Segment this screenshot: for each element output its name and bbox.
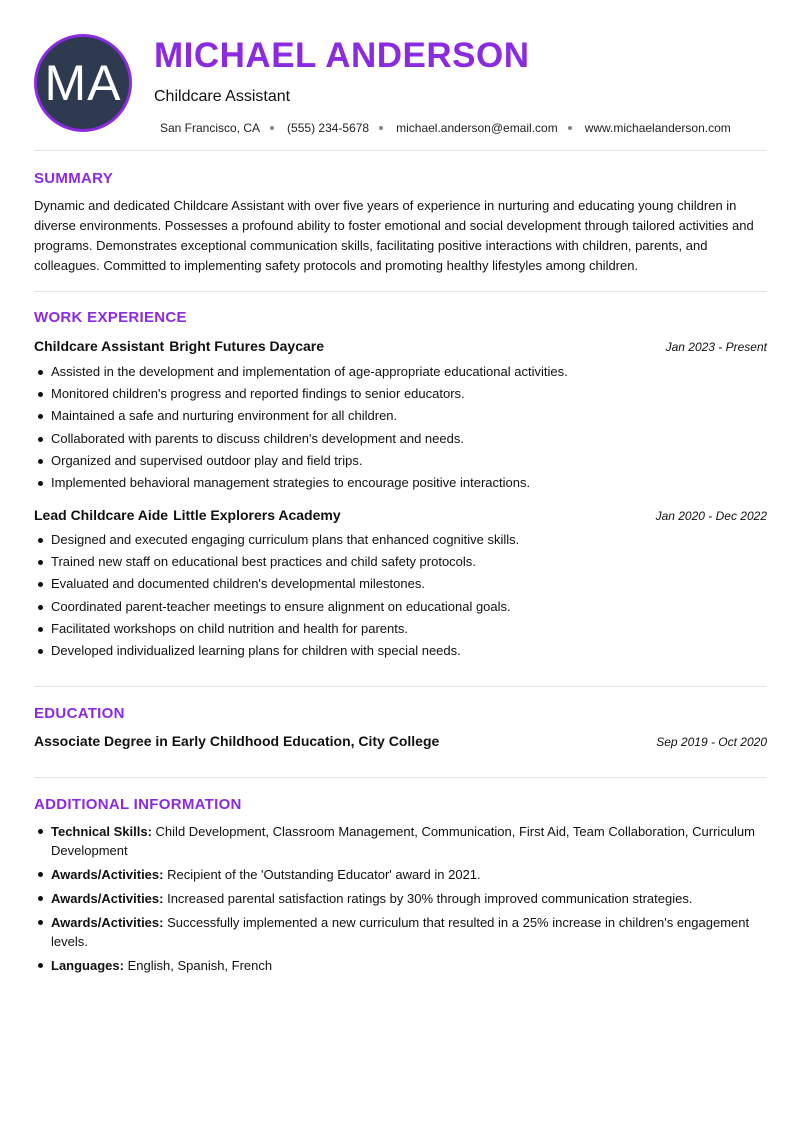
job-header <box>34 338 767 354</box>
info-text: Increased parental satisfaction ratings by 30% through improved communication strategies. <box>167 891 693 906</box>
job-company: Little Explorers Academy <box>173 507 341 523</box>
candidate-name: MICHAEL ANDERSON <box>154 36 530 75</box>
education-degree: Associate Degree in Early Childhood Education, City College <box>34 733 440 749</box>
avatar-initials: MA <box>44 55 122 111</box>
section-divider <box>34 777 767 778</box>
list-item: Facilitated workshops on child nutrition and health for parents. <box>34 618 767 640</box>
contact-email: michael.anderson@email.com <box>396 121 558 135</box>
job-bullet-list <box>34 361 767 494</box>
info-label: Awards/Activities: <box>51 891 164 906</box>
list-item <box>34 889 767 908</box>
list-item: Trained new staff on educational best practices and child safety protocols. <box>34 551 767 573</box>
list-item: Assisted in the development and implementation of age-appropriate educational activities. <box>34 361 767 383</box>
list-item <box>34 956 767 975</box>
list-item <box>34 913 767 951</box>
section-divider <box>34 291 767 292</box>
job-dates: Jan 2020 - Dec 2022 <box>655 509 767 523</box>
section-divider <box>34 686 767 687</box>
list-item: Organized and supervised outdoor play and field trips. <box>34 450 767 472</box>
summary-heading: SUMMARY <box>34 170 114 187</box>
list-item <box>34 822 767 860</box>
job-heading <box>34 507 341 523</box>
list-item: Evaluated and documented children's developmental milestones. <box>34 573 767 595</box>
info-label: Languages: <box>51 958 124 973</box>
summary-text: Dynamic and dedicated Childcare Assistant with over five years of experience in nurturing and educating young children in diverse environments. Possesses a profound ability to foster emotional and social development through tailored activities and programs. Demonstrates exceptional communication skills, facilitating positive interactions with children, parents, and colleagues. Committed to implementing safety protocols and promoting healthy lifestyles among children. <box>34 198 754 273</box>
separator-dot-icon <box>568 126 572 130</box>
info-text: English, Spanish, French <box>127 958 273 973</box>
job-dates: Jan 2023 - Present <box>665 340 767 354</box>
contact-website: www.michaelanderson.com <box>584 121 731 135</box>
list-item: Monitored children's progress and reported findings to senior educators. <box>34 383 767 405</box>
work-experience-heading: WORK EXPERIENCE <box>34 309 187 326</box>
info-label: Awards/Activities: <box>51 867 164 882</box>
list-item: Coordinated parent-teacher meetings to ensure alignment on educational goals. <box>34 596 767 618</box>
separator-dot-icon <box>379 126 383 130</box>
job-bullet-list <box>34 529 767 662</box>
list-item: Implemented behavioral management strategies to encourage positive interactions. <box>34 472 767 494</box>
avatar <box>34 34 132 132</box>
list-item: Collaborated with parents to discuss children's development and needs. <box>34 428 767 450</box>
separator-dot-icon <box>270 126 274 130</box>
job-title: Childcare Assistant <box>154 88 291 105</box>
section-divider <box>34 150 767 151</box>
additional-information-heading: ADDITIONAL INFORMATION <box>34 796 242 813</box>
job-header <box>34 507 767 523</box>
job-heading <box>34 338 324 354</box>
job-company: Bright Futures Daycare <box>169 338 325 354</box>
list-item: Maintained a safe and nurturing environment for all children. <box>34 405 767 427</box>
info-label: Technical Skills: <box>51 824 152 839</box>
job-role: Lead Childcare Aide <box>34 507 169 523</box>
contact-bar <box>160 121 731 135</box>
info-label: Awards/Activities: <box>51 915 164 930</box>
education-entry <box>34 733 767 749</box>
contact-phone: (555) 234-5678 <box>287 121 370 135</box>
info-text: Successfully implemented a new curriculum that resulted in a 25% increase in children's engagement levels. <box>51 915 750 949</box>
info-text: Recipient of the 'Outstanding Educator' award in 2021. <box>167 867 481 882</box>
job-role: Childcare Assistant <box>34 338 165 354</box>
education-dates: Sep 2019 - Oct 2020 <box>656 735 767 749</box>
list-item: Developed individualized learning plans for children with special needs. <box>34 640 767 662</box>
education-heading: EDUCATION <box>34 705 125 722</box>
list-item <box>34 865 767 884</box>
list-item: Designed and executed engaging curriculum plans that enhanced cognitive skills. <box>34 529 767 551</box>
info-text: Child Development, Classroom Management, Communication, First Aid, Team Collaboration, Curriculum Development <box>51 824 755 858</box>
additional-info-list <box>34 822 767 980</box>
contact-location: San Francisco, CA <box>160 121 261 135</box>
